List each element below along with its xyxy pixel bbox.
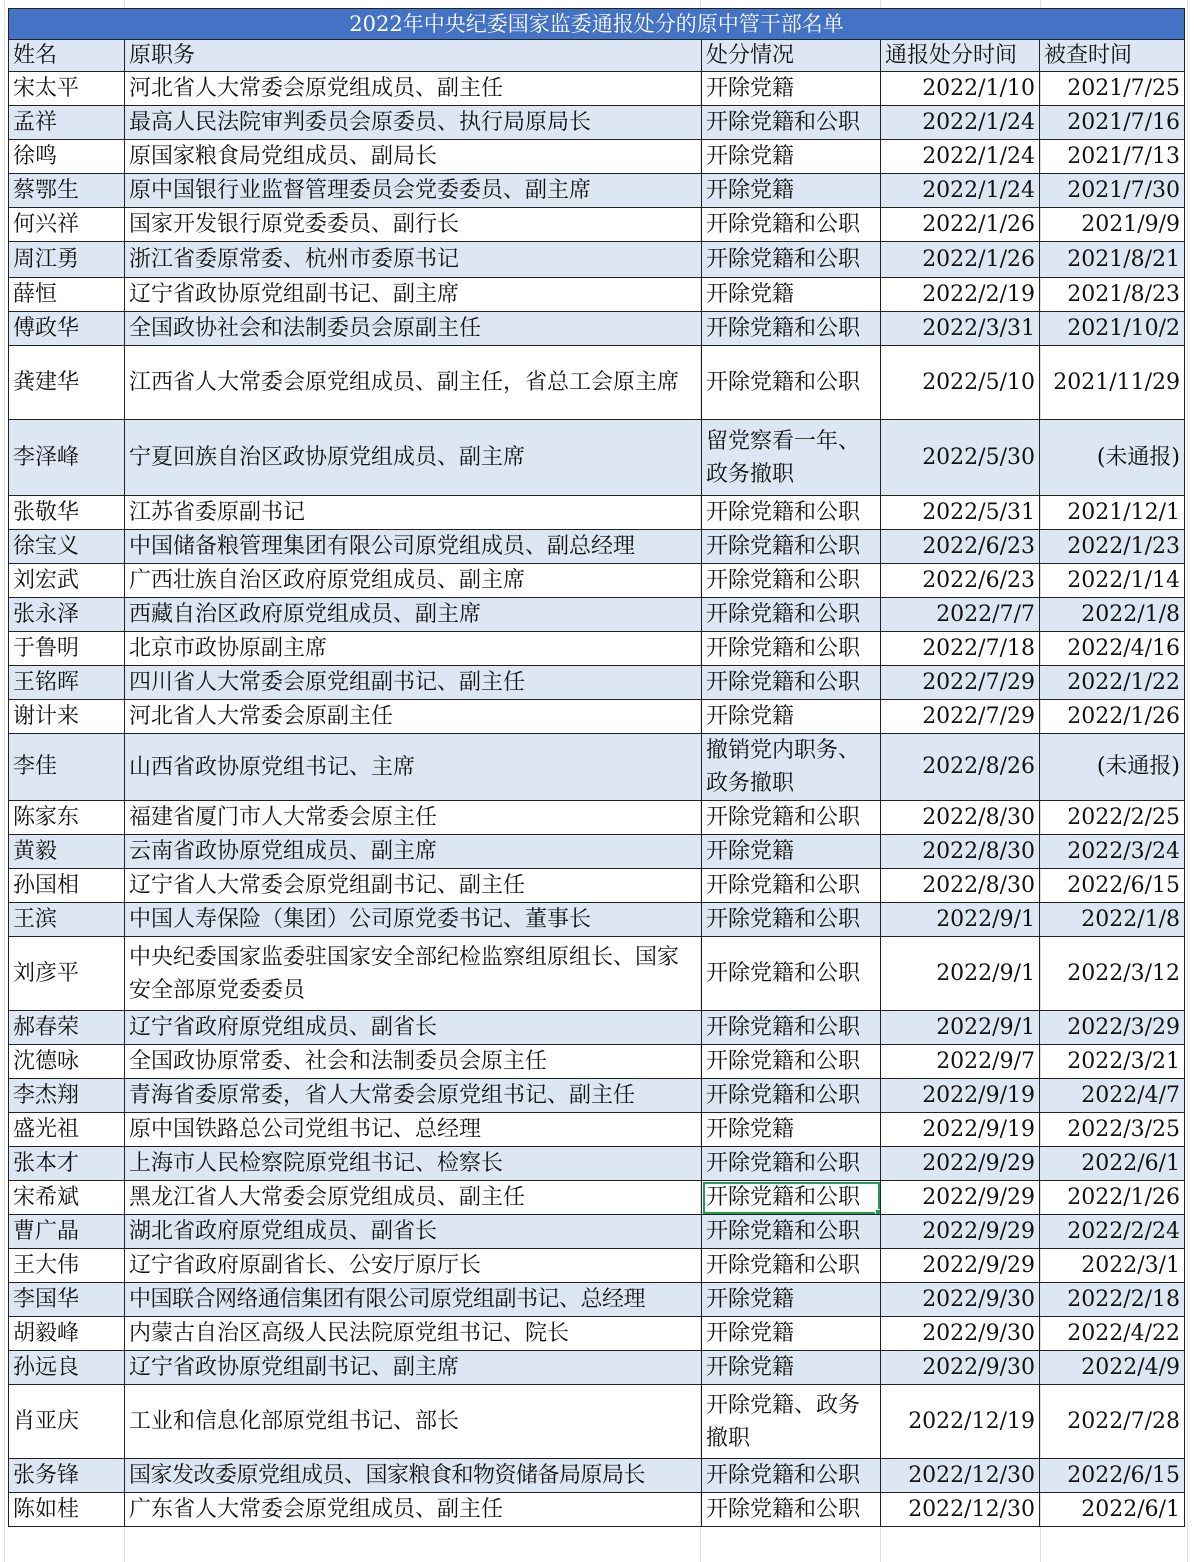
- cell-post[interactable]: 国家发改委原党组成员、国家粮食和物资储备局原局长: [125, 1459, 702, 1493]
- table-row: [9, 1317, 1185, 1351]
- cell-name[interactable]: 王大伟: [9, 1249, 125, 1283]
- cell-name[interactable]: 刘彦平: [9, 937, 125, 1011]
- cell-post[interactable]: 原中国银行业监督管理委员会党委委员、副主席: [125, 174, 702, 208]
- cell-probe-date[interactable]: 2022/1/22: [1040, 666, 1185, 700]
- cell-probe-date[interactable]: 2022/6/1: [1040, 1147, 1185, 1181]
- cell-penalty[interactable]: 开除党籍: [702, 700, 881, 734]
- cell-notice-date[interactable]: 2022/7/29: [881, 700, 1040, 734]
- cell-post[interactable]: 山西省政协原党组书记、主席: [125, 734, 702, 801]
- cell-notice-date[interactable]: 2022/9/29: [881, 1147, 1040, 1181]
- cell-name[interactable]: 张本才: [9, 1147, 125, 1181]
- cell-probe-date[interactable]: 2022/1/26: [1040, 700, 1185, 734]
- cell-probe-date[interactable]: 2021/11/29: [1040, 346, 1185, 420]
- table-row: [9, 530, 1185, 564]
- cell-post[interactable]: 上海市人民检察院原党组书记、检察长: [125, 1147, 702, 1181]
- cell-post[interactable]: 国家开发银行原党委委员、副行长: [125, 208, 702, 242]
- cell-post[interactable]: 广西壮族自治区政府原党组成员、副主席: [125, 564, 702, 598]
- cell-notice-date[interactable]: 2022/12/19: [881, 1385, 1040, 1459]
- cell-notice-date[interactable]: 2022/6/23: [881, 564, 1040, 598]
- cell-probe-date[interactable]: 2022/1/8: [1040, 598, 1185, 632]
- header-row: [9, 40, 1185, 72]
- cell-probe-date[interactable]: 2022/4/16: [1040, 632, 1185, 666]
- cell-name[interactable]: 郝春荣: [9, 1011, 125, 1045]
- cell-name[interactable]: 宋太平: [9, 72, 125, 106]
- cell-post[interactable]: 广东省人大常委会原党组成员、副主任: [125, 1493, 702, 1527]
- cell-penalty[interactable]: 开除党籍和公职: [702, 1045, 881, 1079]
- cell-notice-date[interactable]: 2022/9/29: [881, 1215, 1040, 1249]
- cell-probe-date[interactable]: 2022/4/7: [1040, 1079, 1185, 1113]
- cell-notice-date[interactable]: 2022/1/10: [881, 72, 1040, 106]
- table-row: [9, 208, 1185, 242]
- cell-probe-date[interactable]: 2022/3/25: [1040, 1113, 1185, 1147]
- cell-probe-date[interactable]: 2022/1/26: [1040, 1181, 1185, 1215]
- cell-probe-date[interactable]: 2021/9/9: [1040, 208, 1185, 242]
- cell-penalty[interactable]: 留党察看一年、政务撤职: [702, 420, 881, 496]
- cell-probe-date[interactable]: 2022/4/22: [1040, 1317, 1185, 1351]
- cell-notice-date[interactable]: 2022/9/30: [881, 1317, 1040, 1351]
- cell-notice-date[interactable]: 2022/9/30: [881, 1351, 1040, 1385]
- cell-probe-date[interactable]: 2022/2/25: [1040, 801, 1185, 835]
- cell-notice-date[interactable]: 2022/8/30: [881, 835, 1040, 869]
- table-row: [9, 278, 1185, 312]
- table-row: [9, 734, 1185, 801]
- table-row: [9, 1493, 1185, 1527]
- cell-post[interactable]: 云南省政协原党组成员、副主席: [125, 835, 702, 869]
- cell-penalty[interactable]: 开除党籍和公职: [702, 1147, 881, 1181]
- table-row: [9, 1113, 1185, 1147]
- cell-probe-date[interactable]: 2022/6/1: [1040, 1493, 1185, 1527]
- cell-probe-date[interactable]: 2021/7/25: [1040, 72, 1185, 106]
- cell-name[interactable]: 何兴祥: [9, 208, 125, 242]
- cell-post[interactable]: 四川省人大常委会原党组副书记、副主任: [125, 666, 702, 700]
- cell-probe-date[interactable]: 2021/7/16: [1040, 106, 1185, 140]
- cell-probe-date[interactable]: 2022/7/28: [1040, 1385, 1185, 1459]
- cell-notice-date[interactable]: 2022/8/26: [881, 734, 1040, 801]
- cell-post[interactable]: 中国联合网络通信集团有限公司原党组副书记、总经理: [125, 1283, 702, 1317]
- header-penalty[interactable]: 处分情况: [702, 40, 881, 72]
- cell-probe-date[interactable]: 2022/3/12: [1040, 937, 1185, 1011]
- cell-name[interactable]: 李佳: [9, 734, 125, 801]
- cell-penalty[interactable]: 开除党籍和公职: [702, 1079, 881, 1113]
- cell-penalty[interactable]: 开除党籍: [702, 1351, 881, 1385]
- cell-probe-date[interactable]: (未通报): [1040, 734, 1185, 801]
- table-row: [9, 496, 1185, 530]
- header-notice-date[interactable]: 通报处分时间: [881, 40, 1040, 72]
- cell-notice-date[interactable]: 2022/1/24: [881, 106, 1040, 140]
- cell-probe-date[interactable]: (未通报): [1040, 420, 1185, 496]
- cell-post[interactable]: 福建省厦门市人大常委会原主任: [125, 801, 702, 835]
- cell-name[interactable]: 孟祥: [9, 106, 125, 140]
- cell-penalty[interactable]: 开除党籍和公职: [702, 1215, 881, 1249]
- cell-notice-date[interactable]: 2022/9/29: [881, 1181, 1040, 1215]
- cell-post[interactable]: 辽宁省政协原党组副书记、副主席: [125, 1351, 702, 1385]
- cell-notice-date[interactable]: 2022/9/30: [881, 1283, 1040, 1317]
- header-probe-date[interactable]: 被查时间: [1040, 40, 1185, 72]
- cell-penalty[interactable]: 开除党籍和公职: [702, 598, 881, 632]
- table-row: [9, 835, 1185, 869]
- cell-penalty[interactable]: 开除党籍和公职: [702, 312, 881, 346]
- table-row: [9, 598, 1185, 632]
- cell-post[interactable]: 辽宁省政协原党组副书记、副主席: [125, 278, 702, 312]
- cell-name[interactable]: 黄毅: [9, 835, 125, 869]
- cell-post[interactable]: 黑龙江省人大常委会原党组成员、副主任: [125, 1181, 702, 1215]
- table-row: [9, 1147, 1185, 1181]
- table-row: [9, 1351, 1185, 1385]
- cell-name[interactable]: 孙国相: [9, 869, 125, 903]
- cell-notice-date[interactable]: 2022/9/7: [881, 1045, 1040, 1079]
- cell-name[interactable]: 刘宏武: [9, 564, 125, 598]
- cell-notice-date[interactable]: 2022/6/23: [881, 530, 1040, 564]
- title-row: [9, 9, 1185, 40]
- cell-probe-date[interactable]: 2022/6/15: [1040, 1459, 1185, 1493]
- cell-penalty[interactable]: 开除党籍和公职: [702, 242, 881, 278]
- cell-post[interactable]: 原国家粮食局党组成员、副局长: [125, 140, 702, 174]
- cell-name[interactable]: 徐鸣: [9, 140, 125, 174]
- table-row: [9, 666, 1185, 700]
- table-row: [9, 312, 1185, 346]
- table-row: [9, 1459, 1185, 1493]
- cell-probe-date[interactable]: 2021/12/1: [1040, 496, 1185, 530]
- cell-penalty[interactable]: 开除党籍和公职: [702, 869, 881, 903]
- cell-post[interactable]: 全国政协社会和法制委员会原副主任: [125, 312, 702, 346]
- header-name[interactable]: 姓名: [9, 40, 125, 72]
- cell-name[interactable]: 于鲁明: [9, 632, 125, 666]
- cell-penalty[interactable]: 开除党籍: [702, 72, 881, 106]
- cell-name[interactable]: 王滨: [9, 903, 125, 937]
- cell-name[interactable]: 胡毅峰: [9, 1317, 125, 1351]
- cell-post[interactable]: 江西省人大常委会原党组成员、副主任，省总工会原主席: [125, 346, 702, 420]
- cell-post[interactable]: 原中国铁路总公司党组书记、总经理: [125, 1113, 702, 1147]
- cell-penalty[interactable]: 开除党籍和公职: [702, 801, 881, 835]
- table-row: [9, 106, 1185, 140]
- cell-post[interactable]: 北京市政协原副主席: [125, 632, 702, 666]
- cell-name[interactable]: 李泽峰: [9, 420, 125, 496]
- cell-name[interactable]: 肖亚庆: [9, 1385, 125, 1459]
- cell-notice-date[interactable]: 2022/9/19: [881, 1113, 1040, 1147]
- cell-notice-date[interactable]: 2022/5/10: [881, 346, 1040, 420]
- cell-post[interactable]: 工业和信息化部原党组书记、部长: [125, 1385, 702, 1459]
- cell-penalty[interactable]: 开除党籍和公职: [702, 632, 881, 666]
- cell-penalty[interactable]: 开除党籍和公职: [702, 208, 881, 242]
- table-row: [9, 1181, 1185, 1215]
- table-row: [9, 1011, 1185, 1045]
- cell-notice-date[interactable]: 2022/9/1: [881, 903, 1040, 937]
- cell-penalty[interactable]: 开除党籍和公职: [702, 903, 881, 937]
- cell-probe-date[interactable]: 2021/8/21: [1040, 242, 1185, 278]
- cell-name[interactable]: 谢计来: [9, 700, 125, 734]
- cell-name[interactable]: 李杰翔: [9, 1079, 125, 1113]
- cell-notice-date[interactable]: 2022/1/24: [881, 140, 1040, 174]
- cell-name[interactable]: 李国华: [9, 1283, 125, 1317]
- cell-notice-date[interactable]: 2022/7/7: [881, 598, 1040, 632]
- cell-penalty[interactable]: 开除党籍和公职: [702, 1459, 881, 1493]
- cell-notice-date[interactable]: 2022/2/19: [881, 278, 1040, 312]
- table-row: [9, 903, 1185, 937]
- cell-penalty[interactable]: 开除党籍: [702, 1317, 881, 1351]
- table-row: [9, 1385, 1185, 1459]
- cell-notice-date[interactable]: 2022/8/30: [881, 869, 1040, 903]
- table-row: [9, 174, 1185, 208]
- cell-notice-date[interactable]: 2022/9/1: [881, 1011, 1040, 1045]
- cell-name[interactable]: 薛恒: [9, 278, 125, 312]
- table-row: [9, 632, 1185, 666]
- cell-name[interactable]: 沈德咏: [9, 1045, 125, 1079]
- table-row: [9, 869, 1185, 903]
- cell-post[interactable]: 全国政协原常委、社会和法制委员会原主任: [125, 1045, 702, 1079]
- cell-name[interactable]: 周江勇: [9, 242, 125, 278]
- cell-probe-date[interactable]: 2022/3/21: [1040, 1045, 1185, 1079]
- spreadsheet-table: [8, 8, 1185, 1527]
- cell-post[interactable]: 河北省人大常委会原党组成员、副主任: [125, 72, 702, 106]
- cell-penalty[interactable]: 撤销党内职务、政务撤职: [702, 734, 881, 801]
- cell-post[interactable]: 最高人民法院审判委员会原委员、执行局原局长: [125, 106, 702, 140]
- cell-name[interactable]: 宋希斌: [9, 1181, 125, 1215]
- cell-penalty[interactable]: 开除党籍: [702, 140, 881, 174]
- table-row: [9, 1215, 1185, 1249]
- cell-notice-date[interactable]: 2022/12/30: [881, 1459, 1040, 1493]
- cell-post[interactable]: 江苏省委原副书记: [125, 496, 702, 530]
- cell-probe-date[interactable]: 2021/7/13: [1040, 140, 1185, 174]
- table-row: [9, 564, 1185, 598]
- cell-post[interactable]: 中国储备粮管理集团有限公司原党组成员、副总经理: [125, 530, 702, 564]
- cell-penalty[interactable]: 开除党籍: [702, 278, 881, 312]
- table-row: [9, 1045, 1185, 1079]
- cell-post[interactable]: 中央纪委国家监委驻国家安全部纪检监察组原组长、国家安全部原党委委员: [125, 937, 702, 1011]
- cell-post[interactable]: 辽宁省政府原党组成员、副省长: [125, 1011, 702, 1045]
- cell-penalty[interactable]: 开除党籍: [702, 835, 881, 869]
- table-row: [9, 937, 1185, 1011]
- cell-penalty[interactable]: 开除党籍: [702, 174, 881, 208]
- cell-probe-date[interactable]: 2022/4/9: [1040, 1351, 1185, 1385]
- cell-penalty[interactable]: 开除党籍、政务撤职: [702, 1385, 881, 1459]
- table-row: [9, 1283, 1185, 1317]
- cell-notice-date[interactable]: 2022/1/24: [881, 174, 1040, 208]
- cell-name[interactable]: 盛光祖: [9, 1113, 125, 1147]
- table-row: [9, 1079, 1185, 1113]
- cell-name[interactable]: 陈家东: [9, 801, 125, 835]
- cell-probe-date[interactable]: 2022/6/15: [1040, 869, 1185, 903]
- cell-name[interactable]: 王铭晖: [9, 666, 125, 700]
- cell-post[interactable]: 青海省委原常委，省人大常委会原党组书记、副主任: [125, 1079, 702, 1113]
- cell-post[interactable]: 浙江省委原常委、杭州市委原书记: [125, 242, 702, 278]
- sheet-title[interactable]: 2022年中央纪委国家监委通报处分的原中管干部名单: [9, 9, 1185, 40]
- cell-penalty[interactable]: 开除党籍和公职: [702, 530, 881, 564]
- cell-name[interactable]: 徐宝义: [9, 530, 125, 564]
- cell-notice-date[interactable]: 2022/7/29: [881, 666, 1040, 700]
- table-row: [9, 346, 1185, 420]
- cell-penalty[interactable]: 开除党籍和公职: [702, 1493, 881, 1527]
- cell-probe-date[interactable]: 2022/3/24: [1040, 835, 1185, 869]
- cell-penalty[interactable]: 开除党籍和公职: [702, 346, 881, 420]
- cell-probe-date[interactable]: 2021/7/30: [1040, 174, 1185, 208]
- cell-notice-date[interactable]: 2022/9/29: [881, 1249, 1040, 1283]
- cell-notice-date[interactable]: 2022/5/30: [881, 420, 1040, 496]
- table-row: [9, 140, 1185, 174]
- cell-name[interactable]: 曹广晶: [9, 1215, 125, 1249]
- cell-notice-date[interactable]: 2022/3/31: [881, 312, 1040, 346]
- cell-probe-date[interactable]: 2022/3/1: [1040, 1249, 1185, 1283]
- table-row: [9, 72, 1185, 106]
- cell-notice-date[interactable]: 2022/1/26: [881, 242, 1040, 278]
- table-row: [9, 801, 1185, 835]
- cell-post[interactable]: 中国人寿保险（集团）公司原党委书记、董事长: [125, 903, 702, 937]
- cell-name[interactable]: 龚建华: [9, 346, 125, 420]
- cell-name[interactable]: 傅政华: [9, 312, 125, 346]
- cell-probe-date[interactable]: 2022/3/29: [1040, 1011, 1185, 1045]
- cell-probe-date[interactable]: 2022/1/8: [1040, 903, 1185, 937]
- cell-penalty[interactable]: 开除党籍和公职: [702, 564, 881, 598]
- cell-probe-date[interactable]: 2022/2/18: [1040, 1283, 1185, 1317]
- fill-handle[interactable]: [875, 1209, 881, 1215]
- cell-name[interactable]: 张务锋: [9, 1459, 125, 1493]
- cell-notice-date[interactable]: 2022/12/30: [881, 1493, 1040, 1527]
- cell-post[interactable]: 辽宁省政府原副省长、公安厅原厅长: [125, 1249, 702, 1283]
- cell-name[interactable]: 孙远良: [9, 1351, 125, 1385]
- cell-notice-date[interactable]: 2022/1/26: [881, 208, 1040, 242]
- cell-penalty[interactable]: 开除党籍和公职: [702, 106, 881, 140]
- cell-post[interactable]: 西藏自治区政府原党组成员、副主席: [125, 598, 702, 632]
- cell-penalty[interactable]: 开除党籍和公职: [702, 666, 881, 700]
- cell-notice-date[interactable]: 2022/9/19: [881, 1079, 1040, 1113]
- cell-probe-date[interactable]: 2021/8/23: [1040, 278, 1185, 312]
- cell-penalty[interactable]: 开除党籍和公职: [702, 937, 881, 1011]
- selected-cell[interactable]: 开除党籍和公职: [702, 1181, 881, 1215]
- cell-name[interactable]: 张永泽: [9, 598, 125, 632]
- cell-probe-date[interactable]: 2021/10/2: [1040, 312, 1185, 346]
- cell-notice-date[interactable]: 2022/9/1: [881, 937, 1040, 1011]
- cell-name[interactable]: 张敬华: [9, 496, 125, 530]
- cell-name[interactable]: 蔡鄂生: [9, 174, 125, 208]
- table-row: [9, 700, 1185, 734]
- cell-notice-date[interactable]: 2022/7/18: [881, 632, 1040, 666]
- cell-penalty[interactable]: 开除党籍和公职: [702, 1249, 881, 1283]
- cell-penalty[interactable]: 开除党籍和公职: [702, 496, 881, 530]
- cell-post[interactable]: 内蒙古自治区高级人民法院原党组书记、院长: [125, 1317, 702, 1351]
- cell-penalty[interactable]: 开除党籍: [702, 1283, 881, 1317]
- cell-probe-date[interactable]: 2022/2/24: [1040, 1215, 1185, 1249]
- cell-post[interactable]: 宁夏回族自治区政协原党组成员、副主席: [125, 420, 702, 496]
- cell-name[interactable]: 陈如桂: [9, 1493, 125, 1527]
- cell-post[interactable]: 湖北省政府原党组成员、副省长: [125, 1215, 702, 1249]
- cell-post[interactable]: 辽宁省人大常委会原党组副书记、副主任: [125, 869, 702, 903]
- cell-probe-date[interactable]: 2022/1/14: [1040, 564, 1185, 598]
- table-row: [9, 420, 1185, 496]
- cell-notice-date[interactable]: 2022/8/30: [881, 801, 1040, 835]
- cell-penalty[interactable]: 开除党籍: [702, 1113, 881, 1147]
- cell-penalty[interactable]: 开除党籍和公职: [702, 1011, 881, 1045]
- cell-post[interactable]: 河北省人大常委会原副主任: [125, 700, 702, 734]
- cell-notice-date[interactable]: 2022/5/31: [881, 496, 1040, 530]
- table-row: [9, 1249, 1185, 1283]
- cell-probe-date[interactable]: 2022/1/23: [1040, 530, 1185, 564]
- header-post[interactable]: 原职务: [125, 40, 702, 72]
- table-row: [9, 242, 1185, 278]
